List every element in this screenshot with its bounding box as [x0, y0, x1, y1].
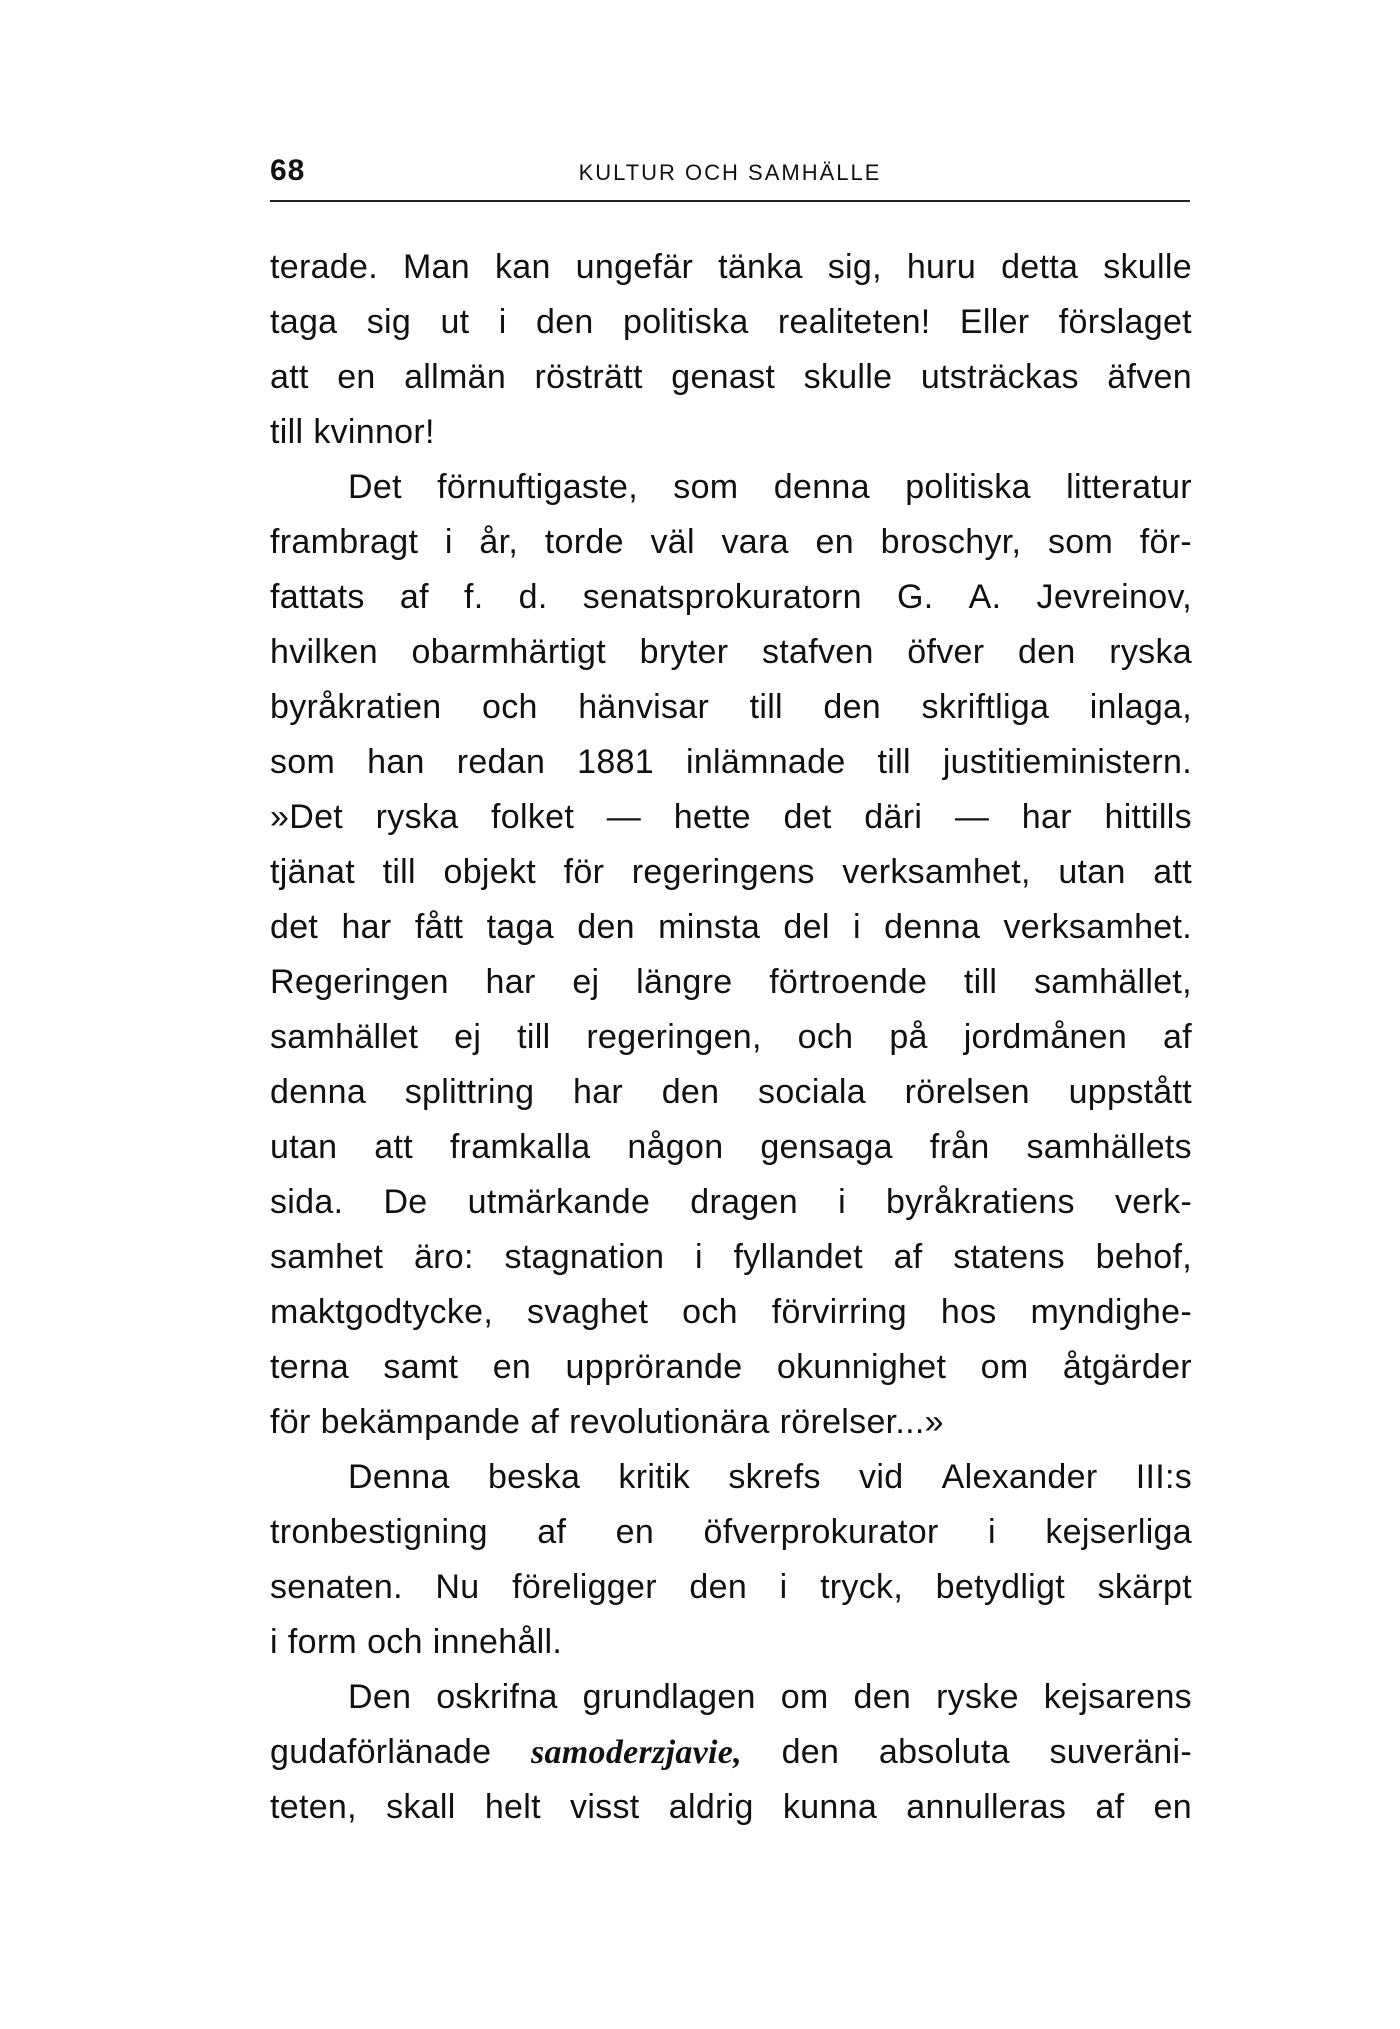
text-line	[270, 350, 1192, 405]
text-line	[270, 955, 1192, 1010]
word: af	[530, 1403, 560, 1441]
word: III:s	[1135, 1458, 1192, 1496]
word: förvirring	[771, 1293, 907, 1331]
word: Den	[348, 1678, 412, 1716]
word: samoderzjavie,	[530, 1734, 742, 1771]
word: till	[517, 1018, 551, 1056]
word: regeringen,	[586, 1018, 762, 1056]
text-line	[270, 1010, 1192, 1065]
word: för	[563, 853, 605, 891]
word: den	[853, 1678, 912, 1716]
word: af	[893, 1238, 923, 1276]
word: denna	[270, 1073, 367, 1111]
word: annulleras	[906, 1788, 1067, 1826]
word: af	[1162, 1018, 1192, 1056]
text-line	[270, 1120, 1192, 1175]
word: och	[682, 1293, 738, 1331]
word: terna	[270, 1348, 349, 1386]
word: allmän	[404, 358, 507, 396]
text-line	[270, 900, 1192, 955]
word: ryska	[375, 798, 459, 836]
word: på	[889, 1018, 928, 1056]
word: en	[492, 1348, 532, 1386]
word: denna	[773, 468, 870, 506]
text-line	[270, 570, 1192, 625]
word: sociala	[758, 1073, 866, 1111]
word: äro:	[413, 1238, 474, 1276]
word: tänka	[718, 248, 803, 286]
word: utmärkande	[467, 1183, 651, 1221]
word: den	[1018, 633, 1076, 671]
word: och	[797, 1018, 854, 1056]
word: del	[783, 908, 830, 946]
text-line	[270, 405, 1192, 460]
text-line	[270, 1505, 1192, 1560]
word: skrefs	[728, 1458, 821, 1496]
word: förtroende	[769, 963, 928, 1001]
word: samhället	[270, 1018, 419, 1056]
word: Det	[348, 468, 402, 506]
word: har	[341, 908, 392, 946]
running-head	[270, 150, 1190, 202]
word: förnuftigaste,	[437, 468, 638, 506]
word: politiska	[905, 468, 1031, 506]
word: den	[823, 688, 882, 726]
word: Eller	[959, 303, 1030, 341]
word: skriftliga	[921, 688, 1050, 726]
word: ut	[440, 303, 470, 341]
word: visst	[570, 1788, 640, 1826]
word: att	[270, 358, 309, 396]
word: som	[270, 743, 336, 781]
word: en	[815, 523, 854, 561]
word: Nu	[435, 1568, 480, 1606]
word: justitieministern.	[942, 743, 1192, 781]
word: jordmånen	[963, 1018, 1128, 1056]
word: en	[1153, 1788, 1192, 1826]
text-line	[270, 295, 1192, 350]
word: hos	[940, 1293, 997, 1331]
word: till	[877, 743, 911, 781]
word: skärpt	[1097, 1568, 1192, 1606]
text-line	[270, 1670, 1192, 1725]
word: ryska	[1109, 633, 1192, 671]
text-line	[270, 1615, 1192, 1670]
word: för	[270, 1403, 311, 1441]
word: frambragt	[270, 523, 419, 561]
word: senatsprokuratorn	[582, 578, 862, 616]
word: denna	[884, 908, 981, 946]
word: revolutionära	[569, 1403, 770, 1441]
word: upprörande	[565, 1348, 743, 1386]
word: splittring	[404, 1073, 535, 1111]
word: Man	[402, 248, 470, 286]
word: samhet	[270, 1238, 384, 1276]
word: bekämpande	[320, 1403, 521, 1441]
word: om	[980, 1348, 1029, 1386]
word: i	[779, 1568, 788, 1606]
word: stafven	[761, 633, 874, 671]
word: —	[606, 798, 642, 836]
word: han	[367, 743, 425, 781]
word: politiska	[623, 303, 749, 341]
text-line	[270, 1175, 1192, 1230]
word: förslaget	[1058, 303, 1192, 341]
word: om	[780, 1678, 829, 1716]
word: G.	[897, 578, 934, 616]
word: rösträtt	[534, 358, 643, 396]
word: minsta	[658, 908, 761, 946]
text-line	[270, 1230, 1192, 1285]
word: f.	[463, 578, 484, 616]
word: realiteten!	[777, 303, 931, 341]
word: 1881	[577, 743, 654, 781]
word: i	[498, 303, 507, 341]
word: broschyr,	[880, 523, 1022, 561]
word: taga	[270, 303, 338, 341]
word: bryter	[639, 633, 729, 671]
word: att	[374, 1128, 413, 1166]
word: kvinnor!	[313, 413, 435, 451]
page-number: 68	[270, 154, 306, 187]
text-line	[270, 790, 1192, 845]
word: myndighe-	[1030, 1293, 1192, 1331]
word: »Det	[270, 798, 344, 836]
text-line	[270, 1560, 1192, 1615]
word: ryske	[936, 1678, 1019, 1716]
word: kejserliga	[1045, 1513, 1192, 1551]
word: huru	[906, 248, 977, 286]
word: De	[383, 1183, 428, 1221]
word: till	[963, 963, 998, 1001]
text-line	[270, 625, 1192, 680]
word: i	[838, 1183, 846, 1221]
word: åtgärder	[1062, 1348, 1192, 1386]
word: år,	[479, 523, 519, 561]
word: kunna	[782, 1788, 878, 1826]
word: behof,	[1095, 1238, 1192, 1276]
word: sida.	[270, 1183, 344, 1221]
word: föreligger	[512, 1568, 657, 1606]
word: ej	[454, 1018, 482, 1056]
word: samhället,	[1033, 963, 1192, 1001]
word: gudaförlänade	[270, 1733, 492, 1771]
word: vara	[721, 523, 789, 561]
word: detta	[1001, 248, 1079, 286]
running-title: KULTUR OCH SAMHÄLLE	[578, 160, 882, 185]
word: af	[399, 578, 429, 616]
word: vid	[859, 1458, 904, 1496]
word: till	[382, 853, 416, 891]
word: utsträckas	[920, 358, 1079, 396]
word: folket	[491, 798, 575, 836]
word: har	[573, 1073, 624, 1111]
word: Jevreinov,	[1036, 578, 1192, 616]
word: uppstått	[1068, 1073, 1192, 1111]
word: för-	[1139, 523, 1192, 561]
word: tryck,	[820, 1568, 904, 1606]
word: till	[270, 413, 304, 451]
word: den	[689, 1568, 748, 1606]
word: kritik	[618, 1458, 691, 1496]
word: redan	[456, 743, 546, 781]
word: äfven	[1107, 358, 1192, 396]
word: den	[781, 1733, 840, 1771]
word: gensaga	[760, 1128, 893, 1166]
word: den	[577, 908, 635, 946]
word: helt	[484, 1788, 541, 1826]
word: genast	[671, 358, 776, 396]
word: absoluta	[878, 1733, 1010, 1771]
word: beska	[487, 1458, 581, 1496]
word: hette	[673, 798, 751, 836]
word: har	[485, 963, 536, 1001]
text-line	[270, 1725, 1192, 1780]
body-text	[270, 240, 1192, 1835]
word: till	[749, 688, 783, 726]
word: af	[537, 1513, 567, 1551]
word: d.	[518, 578, 548, 616]
word: kan	[494, 248, 551, 286]
word: taga	[486, 908, 554, 946]
text-line	[270, 1395, 1192, 1450]
word: i	[988, 1513, 996, 1551]
word: stagnation	[504, 1238, 665, 1276]
word: sig	[366, 303, 412, 341]
word: sig,	[827, 248, 882, 286]
word: skall	[386, 1788, 456, 1826]
word: den	[536, 303, 594, 341]
word: innehåll.	[432, 1623, 563, 1661]
word: skulle	[803, 358, 893, 396]
word: öfver	[907, 633, 985, 671]
word: Denna	[348, 1458, 450, 1496]
text-line	[270, 680, 1192, 735]
word: fyllandet	[733, 1238, 863, 1276]
text-line	[270, 1285, 1192, 1340]
text-line	[270, 735, 1192, 790]
text-line	[270, 515, 1192, 570]
word: kejsarens	[1043, 1678, 1192, 1716]
word: tronbestigning	[270, 1513, 488, 1551]
word: Alexander	[941, 1458, 1098, 1496]
word: torde	[544, 523, 624, 561]
word: rörelser...»	[779, 1403, 944, 1441]
word: samhällets	[1026, 1128, 1192, 1166]
word: en	[337, 358, 376, 396]
text-line	[270, 845, 1192, 900]
word: inlaga,	[1089, 688, 1192, 726]
word: dragen	[690, 1183, 798, 1221]
word: verksamhet.	[1003, 908, 1192, 946]
word: fått	[414, 908, 464, 946]
word: i	[695, 1238, 703, 1276]
word: grundlagen	[582, 1678, 756, 1716]
word: —	[954, 798, 990, 836]
word: senaten.	[270, 1568, 403, 1606]
word: som	[673, 468, 739, 506]
word: tjänat	[270, 853, 355, 891]
text-line	[270, 240, 1192, 295]
word: att	[1153, 853, 1192, 891]
word: ej	[572, 963, 600, 1001]
word: däri	[864, 798, 923, 836]
word: verk-	[1114, 1183, 1192, 1221]
word: från	[929, 1128, 990, 1166]
word: litteratur	[1066, 468, 1192, 506]
word: inlämnade	[685, 743, 846, 781]
word: den	[661, 1073, 720, 1111]
word: A.	[968, 578, 1002, 616]
word: i	[270, 1623, 278, 1661]
word: skulle	[1103, 248, 1192, 286]
word: maktgodtycke,	[270, 1293, 494, 1331]
word: form	[287, 1623, 358, 1661]
word: terade.	[270, 248, 378, 286]
word: öfverprokurator	[703, 1513, 939, 1551]
word: utan	[1058, 853, 1126, 891]
word: ungefär	[575, 248, 694, 286]
text-line	[270, 1340, 1192, 1395]
word: oskrifna	[436, 1678, 558, 1716]
word: hittills	[1104, 798, 1192, 836]
text-line	[270, 1450, 1192, 1505]
word: det	[783, 798, 832, 836]
word: utan	[270, 1128, 338, 1166]
word: byråkratien	[270, 688, 442, 726]
word: af	[1095, 1788, 1125, 1826]
word: i	[853, 908, 861, 946]
word: suveräni-	[1049, 1733, 1192, 1771]
word: fattats	[270, 578, 365, 616]
word: betydligt	[935, 1568, 1065, 1606]
word: någon	[627, 1128, 724, 1166]
word: och	[481, 688, 538, 726]
word: obarmhärtigt	[411, 633, 607, 671]
word: byråkratiens	[886, 1183, 1075, 1221]
word: objekt	[443, 853, 537, 891]
word: aldrig	[668, 1788, 754, 1826]
word: längre	[636, 963, 733, 1001]
word: som	[1047, 523, 1114, 561]
word: har	[1021, 798, 1072, 836]
text-line	[270, 1065, 1192, 1120]
word: hvilken	[270, 633, 378, 671]
word: statens	[953, 1238, 1065, 1276]
word: hänvisar	[578, 688, 710, 726]
word: det	[270, 908, 319, 946]
word: Regeringen	[270, 963, 449, 1001]
word: en	[615, 1513, 655, 1551]
word: svaghet	[527, 1293, 649, 1331]
word: samt	[383, 1348, 459, 1386]
word: framkalla	[449, 1128, 591, 1166]
text-line	[270, 460, 1192, 515]
word: och	[367, 1623, 423, 1661]
word: okunnighet	[776, 1348, 947, 1386]
word: verksamhet,	[842, 853, 1031, 891]
word: teten,	[270, 1788, 357, 1826]
word: rörelsen	[904, 1073, 1030, 1111]
text-line	[270, 1780, 1192, 1835]
word: väl	[650, 523, 695, 561]
word: regeringens	[631, 853, 815, 891]
word: i	[444, 523, 453, 561]
